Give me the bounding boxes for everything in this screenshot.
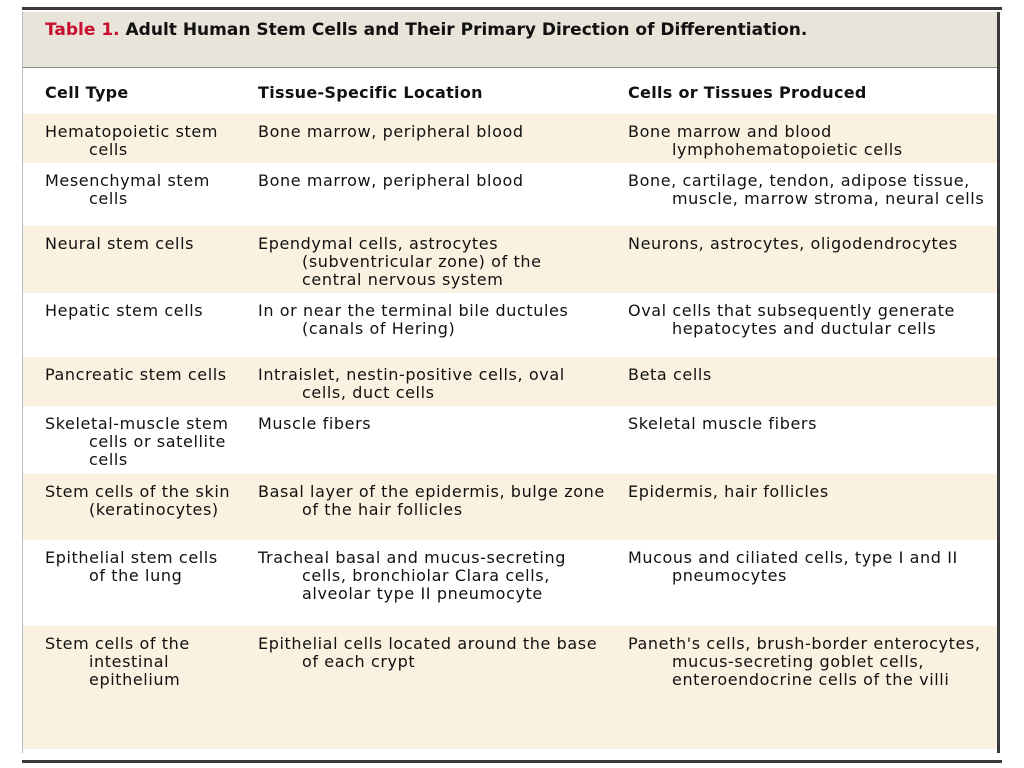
produced: Bone marrow and blood lymphohematopoietic cells	[628, 122, 903, 159]
cell-type: Stem cells of the skin (keratinocytes)	[45, 482, 231, 519]
cell-type: Epithelial stem cells of the lung	[45, 548, 218, 585]
header-cell-type: Cell Type	[45, 83, 129, 102]
location: Tracheal basal and mucus-secreting cells, bronchiolar Clara cells, alveolar type II pneumocyte	[258, 548, 566, 603]
table-title	[23, 12, 997, 68]
header-row	[23, 68, 997, 114]
table-row	[23, 226, 997, 293]
produced: Bone, cartilage, tendon, adipose tissue, muscle, marrow stroma, neural cells	[628, 171, 985, 208]
cell-type: Hepatic stem cells	[45, 301, 204, 320]
cell-type: Mesenchymal stem cells	[45, 171, 210, 208]
produced: Mucous and ciliated cells, type I and II pneumocytes	[628, 548, 958, 585]
cell-type: Skeletal-muscle stem cells or satellite cells	[45, 414, 229, 469]
location: Muscle fibers	[258, 414, 372, 433]
stem-cell-table	[23, 68, 997, 749]
location: Epithelial cells located around the base of each crypt	[258, 634, 598, 671]
produced: Skeletal muscle fibers	[628, 414, 818, 433]
produced: Epidermis, hair follicles	[628, 482, 829, 501]
cell-type: Pancreatic stem cells	[45, 365, 227, 384]
location: Intraislet, nestin-positive cells, oval cells, duct cells	[258, 365, 565, 402]
produced: Paneth's cells, brush-border enterocytes, mucus-secreting goblet cells, enteroendocrine cells of the villi	[628, 634, 981, 689]
header-location: Tissue-Specific Location	[258, 83, 483, 102]
header-produced: Cells or Tissues Produced	[628, 83, 867, 102]
table-container	[22, 12, 1000, 753]
location: In or near the terminal bile ductules (canals of Hering)	[258, 301, 569, 338]
table-row	[23, 293, 997, 357]
produced: Neurons, astrocytes, oligodendrocytes	[628, 234, 958, 253]
table-row	[23, 163, 997, 226]
table-row	[23, 626, 997, 749]
bottom-rule	[22, 760, 1002, 763]
produced: Beta cells	[628, 365, 712, 384]
table-row	[23, 540, 997, 626]
produced: Oval cells that subsequently generate hepatocytes and ductular cells	[628, 301, 955, 338]
table-number: Table 1.	[45, 20, 120, 40]
table-row	[23, 357, 997, 406]
cell-type: Stem cells of the intestinal epithelium	[45, 634, 190, 689]
table-row	[23, 406, 997, 474]
cell-type: Hematopoietic stem cells	[45, 122, 219, 159]
location: Basal layer of the epidermis, bulge zone of the hair follicles	[258, 482, 605, 519]
table-title-text: Adult Human Stem Cells and Their Primary Direction of Differentiation.	[119, 20, 808, 40]
cell-type: Neural stem cells	[45, 234, 195, 253]
table-row	[23, 474, 997, 540]
top-rule	[22, 7, 1002, 10]
table-row	[23, 114, 997, 163]
location: Bone marrow, peripheral blood	[258, 122, 524, 141]
location: Ependymal cells, astrocytes (subventricular zone) of the central nervous system	[258, 234, 542, 289]
location: Bone marrow, peripheral blood	[258, 171, 524, 190]
